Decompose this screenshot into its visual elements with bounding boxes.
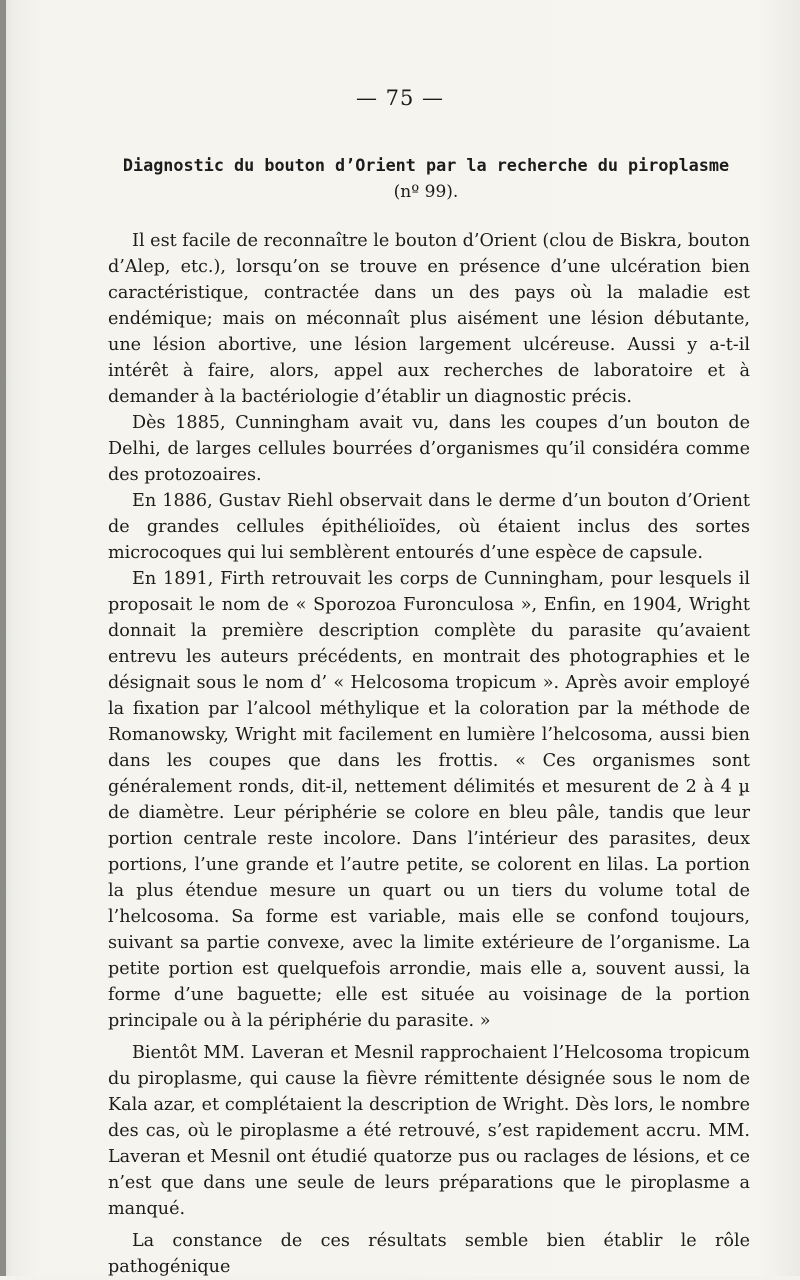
heading-reference: (nº 99). (393, 182, 459, 202)
page-number: — 75 — (355, 86, 445, 110)
page-binding-edge (0, 0, 6, 1276)
paragraph: En 1891, Firth retrouvait les corps de Cunningham, pour lesquels il proposait le nom de « Sporozoa Furonculosa », Enfin, en 1904, Wright donnait la première description complète du parasite qu’avaient entrevu les auteurs précédents, en montrait des photographies et le désignait sous le nom d’ « Helcosoma tropicum ». Après avoir employé la fixation par l’alcool méthylique et la coloration par la méthode de Romanowsky, Wright mit facilement en lumière l’helcosoma, aussi bien dans les coupes que dans les frottis. « Ces organismes sont généralement ronds, dit-il, nettement délimités et mesurent de 2 à 4 µ de diamètre. Leur périphérie se colore en bleu pâle, tandis que leur portion centrale reste incolore. Dans l’intérieur des parasites, deux portions, l’une grande et l’autre petite, se colorent en lilas. La portion la plus étendue mesure un quart ou un tiers du volume total de l’helcosoma. Sa forme est variable, mais elle se confond toujours, suivant sa partie convexe, avec la limite extérieure de l’organisme. La petite portion est quelquefois arrondie, mais elle a, souvent aussi, la forme d’une baguette; elle est située au voisinage de la portion principale ou à la périphérie du parasite. » (108, 569, 750, 1031)
paragraph: Il est facile de reconnaître le bouton d’Orient (clou de Biskra, bouton d’Alep, etc.), lorsqu’on se trouve en présence d’une ulcération bien caractéristique, contractée dans un des pays où la maladie est endémique; mais on méconnaît plus aisément une lésion débutante, une lésion abortive, une lésion largement ulcéreuse. Aussi y a-t-il intérêt à faire, alors, appel aux recherches de laboratoire et à demander à la bactériologie d’établir un diagnostic précis. (108, 231, 750, 407)
body-text (108, 228, 750, 1280)
paragraph: Dès 1885, Cunningham avait vu, dans les coupes d’un bouton de Delhi, de larges cellules bourrées d’organismes qu’il considéra comme des protozoaires. (108, 413, 750, 485)
paragraph: En 1886, Gustav Riehl observait dans le derme d’un bouton d’Orient de grandes cellules épithélioïdes, où étaient inclus des sortes microcoques qui lui semblèrent entourés d’une espèce de capsule. (108, 491, 750, 563)
heading-title: Diagnostic du bouton d’Orient par la recherche du piroplasme (122, 155, 730, 175)
paragraph: La constance de ces résultats semble bien établir le rôle pathogénique (108, 1231, 750, 1277)
paragraph: Bientôt MM. Laveran et Mesnil rapprochaient l’Helcosoma tropicum du piroplasme, qui cause la fièvre rémittente désignée sous le nom de Kala azar, et complétaient la description de Wright. Dès lors, le nombre des cas, où le piroplasme a été retrouvé, s’est rapidement accru. MM. Laveran et Mesnil ont étudié quatorze pus ou raclages de lésions, et ce n’est que dans une seule de leurs préparations que le piroplasme a manqué. (108, 1043, 750, 1219)
section-heading (100, 152, 752, 206)
